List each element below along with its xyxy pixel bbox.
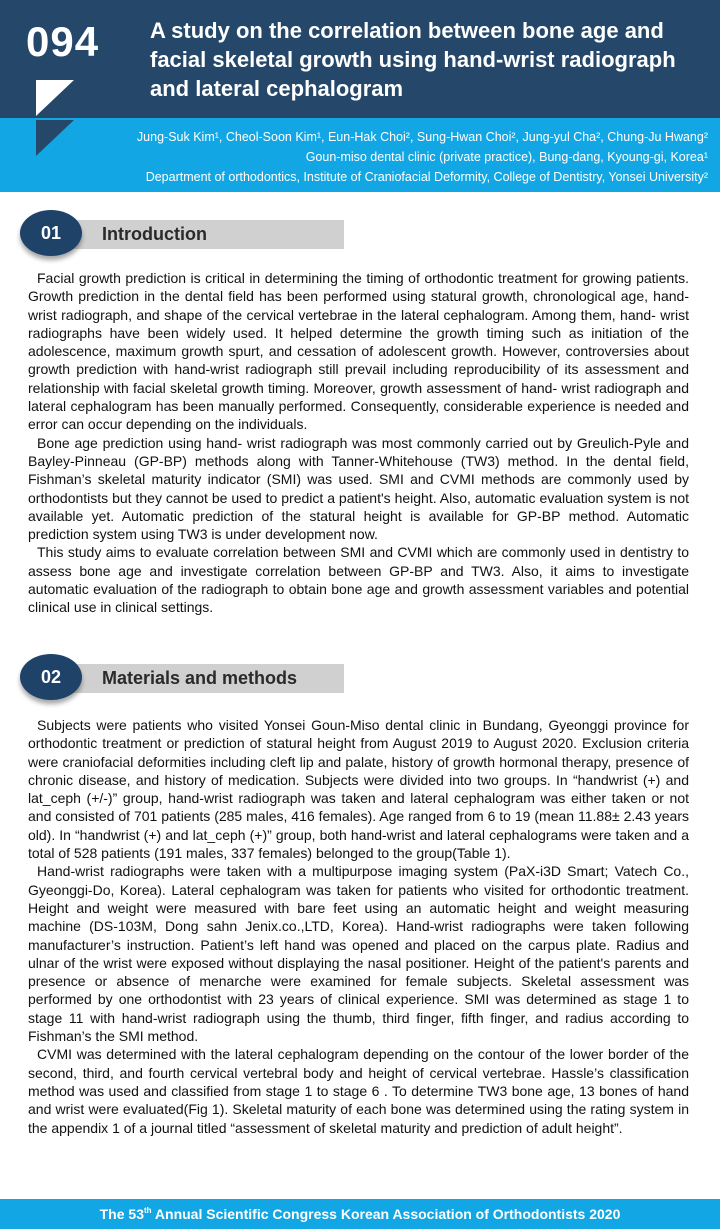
poster-number: 094 [26, 18, 100, 65]
footer-text-prefix: The 53 [99, 1206, 144, 1222]
paragraph: Hand-wrist radiographs were taken with a multipurpose imaging system (PaX-i3D Smart; Vatech Co., Gyeonggi-Do, Korea). Lateral cephalogram was taken for patients who visited for orthodontic treatment. Height and weight were measured with bare feet using an automatic height and weight measuring machine (DS-103M, Dong sahn Jenix.co.,LTD, Korea). Hand-wrist radiographs were taken following manufacturer’s instruction. Patient’s left hand was opened and placed on the carpus plate. Radius and ulnar of the wrist were exposed without displaying the nasal positioner. Height of the patient's parents and presence or absence of menarche were examined for female subjects. Skeletal assessment was performed by one orthodontist with 23 years of clinical experience. SMI was determined as stage 1 to stage 11 with hand-wrist radiograph using the thumb, third finger, fifth finger, and radius according to Fishman’s the SMI method. [28, 863, 689, 1045]
section-heading-materials-methods [20, 654, 350, 702]
materials-methods-body [28, 716, 689, 1137]
author-list: Jung-Suk Kim¹, Cheol-Soon Kim¹, Eun-Hak Choi², Sung-Hwan Choi², Jung-yul Cha², Chung-Ju Hwang² [136, 130, 708, 144]
section-number-badge: 02 [20, 654, 82, 700]
affiliation-2: Department of orthodontics, Institute of Craniofacial Deformity, College of Dentistry, Yonsei University² [145, 170, 708, 184]
section-title: Materials and methods [102, 668, 298, 688]
affiliation-1: Goun-miso dental clinic (private practice), Bung-dang, Kyoung-gi, Korea¹ [305, 150, 708, 164]
author-block [8, 127, 708, 187]
paragraph: Facial growth prediction is critical in determining the timing of orthodontic treatment for growing patients. Growth prediction in the dental field has been performed using statural growth, chronological age, hand-wrist radiograph, and shape of the cervical vertebrae in the lateral cephalogram. Among them, hand- wrist radiographs have been widely used. It helped determine the growth timing such as initiation of the adolescence, maximum growth spurt, and cessation of adolescent growth. However, controversies about growth prediction with hand-wrist radiograph still prevail including reproducibility of its assessment and relationship with facial skeletal growth timing. Moreover, growth assessment of hand- wrist radiograph and lateral cephalogram has been manually performed. Consequently, considerable experience is needed and error can occur depending on the individuals. [28, 270, 689, 433]
paragraph: CVMI was determined with the lateral cephalogram depending on the contour of the lower border of the second, third, and fourth cervical vertebral body and height of cervical vertebrae. Hassle’s classification method was used and classified from stage 1 to stage 6 . To determine TW3 bone age, 13 bones of hand and wrist were evaluated(Fig 1). Skeletal maturity of each bone was determined using the rating system in the appendix 1 of a journal titled “assessment of skeletal maturity and prediction of adult height”. [28, 1046, 689, 1136]
poster-title: A study on the correlation between bone age and facial skeletal growth using hand-wrist radiograph and lateral cephalogram [150, 18, 676, 101]
poster-header [0, 0, 720, 192]
poster-footer [0, 1199, 720, 1229]
paragraph: This study aims to evaluate correlation between SMI and CVMI which are commonly used in dentistry to assess bone age and investigate correlation between GP-BP and TW3. Also, it aims to investigate automatic evaluation of the radiograph to obtain bone age and growth assessment variables and potential clinical use in clinical settings. [28, 544, 689, 616]
paragraph: Bone age prediction using hand- wrist radiograph was most commonly carried out by Greulich-Pyle and Bayley-Pinneau (GP-BP) methods along with Tanner-Whitehouse (TW3) method. In the dental field, Fishman’s skeletal maturity indicator (SMI) was used. SMI and CVMI methods are commonly used by orthodontists but they cannot be used to predict a patient's height. Also, automatic evaluation system is not available yet. Automatic prediction of the statural height is available for GP-BP method. Automatic prediction system using TW3 is under development now. [28, 434, 689, 543]
paragraph: Subjects were patients who visited Yonsei Goun-Miso dental clinic in Bundang, Gyeonggi province for orthodontic treatment or prediction of statural height from August 2019 to August 2020. Exclusion criteria were craniofacial deformities including cleft lip and palate, history of growth hormonal therapy, presence of chronic disease, and history of medication. Subjects were divided into two groups. In “handwrist (+) and lat_ceph (+/-)” group, hand-wrist radiograph was taken and lateral cephalogram was either taken or not and consisted of 701 patients (285 males, 416 females). Age ranged from 6 to 19 (mean 11.88± 2.43 years old). In “handwrist (+) and lat_ceph (+)” group, both hand-wrist and lateral cephalograms were taken and a total of 528 patients (191 males, 337 females) belonged to the group(Table 1). [28, 717, 689, 862]
footer-text-suffix: Annual Scientific Congress Korean Association of Orthodontists 2020 [151, 1206, 621, 1222]
section-title: Introduction [102, 224, 207, 244]
footer-ordinal: th [143, 1206, 152, 1215]
introduction-body [28, 269, 689, 617]
section-number-badge: 01 [20, 210, 82, 256]
section-heading-introduction [20, 210, 350, 258]
